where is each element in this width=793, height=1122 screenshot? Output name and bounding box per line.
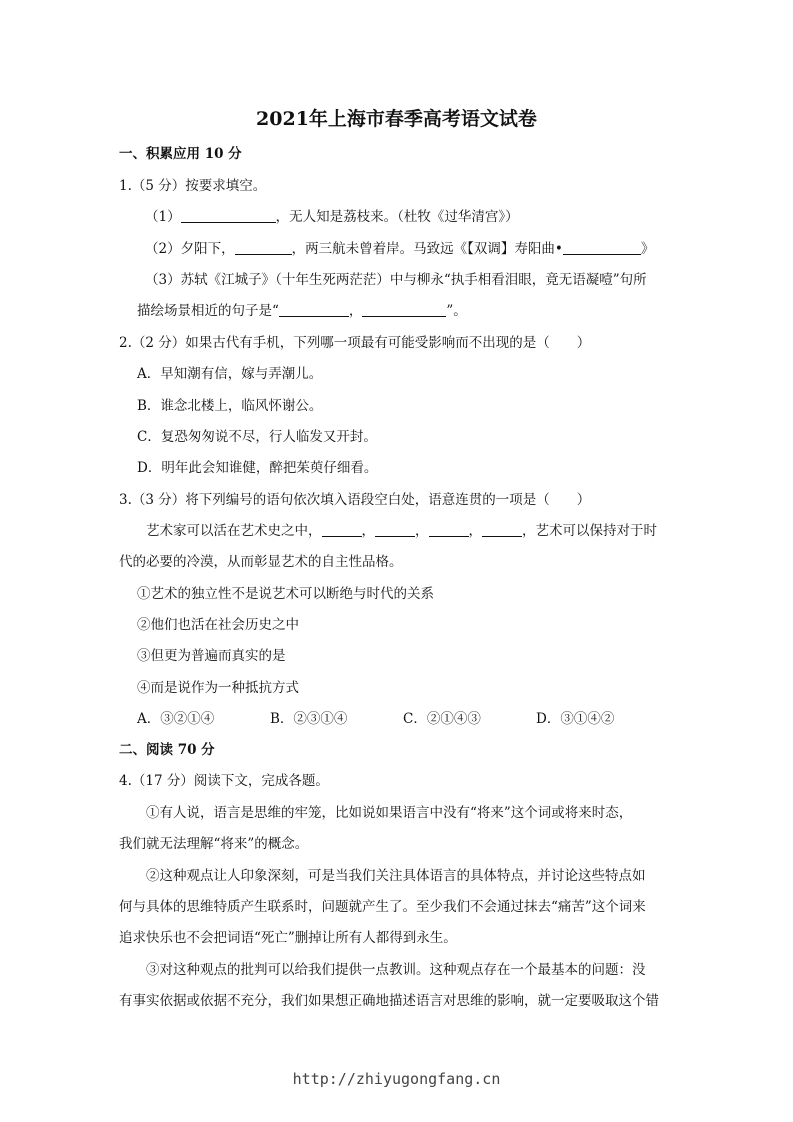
fill-blank xyxy=(322,522,362,537)
fill-blank xyxy=(279,302,349,317)
passage-line: ①有人说，语言是思维的牢笼，比如说如果语言中没有“将来”这个词或将来时态， xyxy=(146,805,633,821)
passage-line: 有事实依据或依据不充分，我们如果想正确地描述语言对思维的影响，就一定要吸取这个错 xyxy=(119,993,659,1009)
part-2-prefix: （2）夕阳下， xyxy=(145,241,235,257)
fill-blank xyxy=(482,522,522,537)
part-3-prefix: 描绘场景相近的句子是“ xyxy=(137,303,279,319)
section-heading-accumulation: 一、积累应用 10 分 xyxy=(119,146,242,162)
question-1-stem: 1.（5 分）按要求填空。 xyxy=(119,178,267,194)
separator: ， xyxy=(415,523,429,539)
separator: ， xyxy=(468,523,482,539)
fill-blank xyxy=(181,208,276,223)
question-3-item-2: ②他们也活在社会历史之中 xyxy=(137,617,299,633)
choice-b: B．②③①④ xyxy=(270,711,348,727)
fill-blank xyxy=(429,522,469,537)
passage-line: 我们就无法理解“将来”的概念。 xyxy=(119,836,309,852)
passage-suffix: ，艺术可以保持对于时 xyxy=(522,523,657,539)
part-3-middle: ， xyxy=(348,303,363,319)
choice-d: D．③①④② xyxy=(536,711,615,727)
question-2-option-b: B．谁念北楼上，临风怀谢公。 xyxy=(137,398,323,414)
question-1-part-1 xyxy=(145,207,519,227)
fill-blank xyxy=(375,522,415,537)
fill-blank xyxy=(563,240,641,255)
fill-blank xyxy=(362,302,446,317)
question-1-part-3-line-2 xyxy=(137,301,467,321)
question-3-choices xyxy=(137,709,669,729)
passage-prefix: 艺术家可以活在艺术史之中， xyxy=(146,523,322,539)
choice-a: A．③②①④ xyxy=(137,711,215,727)
part-2-middle: ，两三航未曾着岸。马致远《【双调】寿阳曲• xyxy=(291,241,563,257)
question-3-stem: 3.（3 分）将下列编号的语句依次填入语段空白处，语意连贯的一项是（ ） xyxy=(119,492,591,508)
page-title: 2021年上海市春季高考语文试卷 xyxy=(256,108,537,130)
question-1-part-2 xyxy=(145,239,654,259)
passage-line: 何与具体的思维特质产生联系时，问题就产生了。至少我们不会通过抹去“痛苦”这个词来 xyxy=(119,899,646,915)
question-3-item-1: ①艺术的独立性不是说艺术可以断绝与时代的关系 xyxy=(137,586,434,602)
question-2-stem: 2.（2 分）如果古代有手机，下列哪一项最有可能受影响而不出现的是（ ） xyxy=(119,335,591,351)
part-1-suffix: ，无人知是荔枝来。（杜牧《过华清宫》） xyxy=(275,209,519,225)
separator: ， xyxy=(361,523,375,539)
question-2-option-c: C．复恐匆匆说不尽，行人临发又开封。 xyxy=(137,429,377,445)
fill-blank xyxy=(235,240,292,255)
passage-line: ②这种观点让人印象深刻，可是当我们关注具体语言的具体特点，并讨论这些特点如 xyxy=(146,868,646,884)
question-2-option-a: A．早知潮有信，嫁与弄潮儿。 xyxy=(137,366,323,382)
part-1-prefix: （1） xyxy=(145,209,181,225)
passage-line: 追求快乐也不会把词语“死亡”删掉让所有人都得到永生。 xyxy=(119,930,457,946)
question-3-item-4: ④而是说作为一种抵抗方式 xyxy=(137,680,299,696)
footer-url[interactable]: http://zhiyugongfang.cn xyxy=(292,1070,501,1088)
question-1-part-3-line-1: （3）苏轼《江城子》（十年生死两茫茫）中与柳永“执手相看泪眼，竟无语凝噎”句所 xyxy=(145,272,647,288)
passage-line: ③对这种观点的批判可以给我们提供一点教训。这种观点存在一个最基本的问题：没 xyxy=(146,962,646,978)
question-3-passage-line-2: 代的必要的冷漠，从而彰显艺术的自主性品格。 xyxy=(119,554,403,570)
section-heading-reading: 二、阅读 70 分 xyxy=(119,742,215,758)
question-2-option-d: D．明年此会知谁健，醉把茱萸仔细看。 xyxy=(137,460,378,476)
question-4-stem: 4.（17 分）阅读下文，完成各题。 xyxy=(119,773,329,789)
choice-c: C．②①④③ xyxy=(403,711,481,727)
question-3-passage-line-1 xyxy=(146,521,657,541)
part-2-suffix: 》 xyxy=(640,241,655,257)
question-3-item-3: ③但更为普遍而真实的是 xyxy=(137,648,286,664)
part-3-suffix: ”。 xyxy=(446,303,467,319)
